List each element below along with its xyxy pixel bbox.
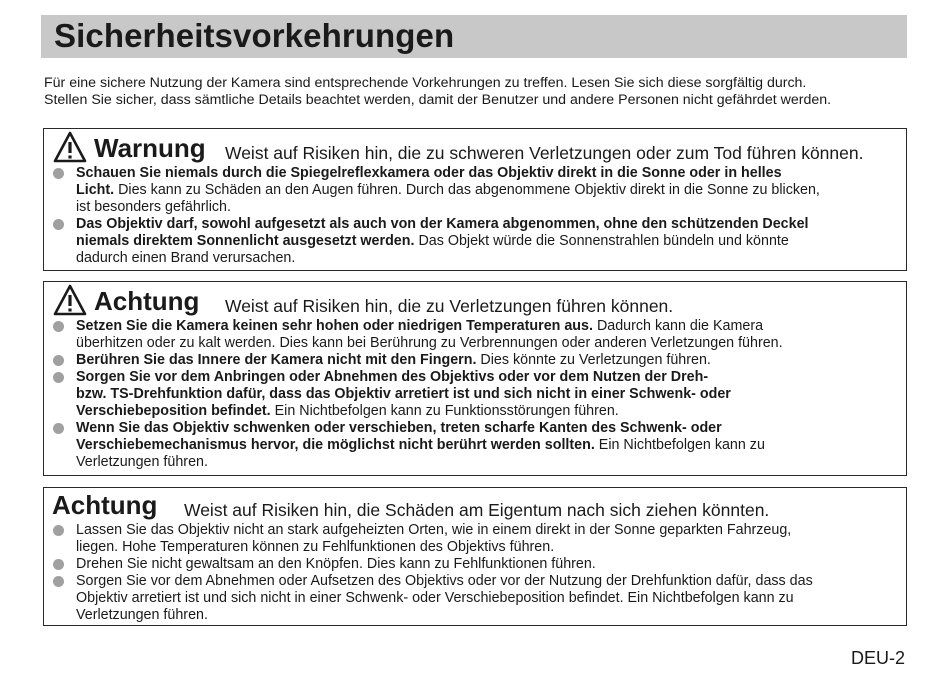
item-text: Verletzungen führen.	[76, 607, 208, 623]
item-line	[76, 420, 906, 437]
warning-box	[43, 128, 907, 271]
warning-list	[44, 165, 906, 267]
warning-keyword: Warnung	[94, 133, 206, 163]
bullet-icon	[53, 372, 64, 383]
bullet-icon	[53, 321, 64, 332]
caution-injury-box	[43, 281, 907, 476]
item-line	[76, 216, 906, 233]
item-line	[76, 165, 906, 182]
page-number: DEU-2	[850, 648, 905, 668]
caution-injury-keyword: Achtung	[94, 286, 200, 316]
item-text: ist besonders gefährlich.	[76, 199, 231, 215]
warning-triangle-icon	[53, 131, 87, 163]
list-item	[44, 216, 906, 267]
item-line	[76, 573, 906, 590]
list-item	[44, 318, 906, 352]
item-line	[76, 556, 906, 573]
bullet-icon	[53, 355, 64, 366]
item-text: Objektiv arretiert ist und sich nicht in einer Schwenk- oder Verschiebeposition befindet. Ein Nichtbefolgen kann zu	[76, 590, 794, 606]
caution-injury-list	[44, 318, 906, 471]
item-emphasis: Verschiebeposition befindet.	[76, 403, 271, 419]
item-line	[76, 437, 906, 454]
item-text: Lassen Sie das Objektiv nicht an stark aufgeheizten Orten, wie in einem direkt in der Sonne geparkten Fahrzeug,	[76, 522, 792, 538]
list-item	[44, 165, 906, 216]
item-text: überhitzen oder zu kalt werden. Dies kann bei Berührung zu Verbrennungen oder anderen Verletzungen führen.	[76, 335, 783, 351]
bullet-icon	[53, 168, 64, 179]
item-line	[76, 590, 906, 607]
bullet-icon	[53, 219, 64, 230]
list-item	[44, 352, 906, 369]
item-line	[76, 352, 906, 369]
intro-line: Für eine sichere Nutzung der Kamera sind entsprechende Vorkehrungen zu treffen. Lesen Sie sich diese sorgfältig durch.	[44, 75, 807, 91]
list-item	[44, 420, 906, 471]
caution-property-header	[44, 488, 906, 522]
item-text: Drehen Sie nicht gewaltsam an den Knöpfen. Dies kann zu Fehlfunktionen führen.	[76, 556, 596, 572]
list-item	[44, 573, 906, 624]
bullet-icon	[53, 525, 64, 536]
item-text: Ein Nichtbefolgen kann zu	[594, 437, 765, 453]
item-text: Verletzungen führen.	[76, 454, 208, 470]
warning-header	[44, 129, 906, 165]
list-item	[44, 556, 906, 573]
intro-text	[44, 75, 914, 109]
item-line	[76, 233, 906, 250]
item-text: liegen. Hohe Temperaturen können zu Fehlfunktionen des Objektivs führen.	[76, 539, 555, 555]
item-line	[76, 182, 906, 199]
page-title: Sicherheitsvorkehrungen	[54, 17, 455, 54]
list-item	[44, 369, 906, 420]
item-text: Dadurch kann die Kamera	[592, 318, 764, 334]
item-emphasis: Verschiebemechanismus hervor, die möglichst nicht berührt werden sollten.	[76, 437, 595, 453]
item-emphasis: niemals direktem Sonnenlicht ausgesetzt werden.	[76, 233, 415, 249]
warning-triangle-icon	[53, 284, 87, 316]
caution-injury-header	[44, 282, 906, 318]
item-text: Ein Nichtbefolgen kann zu Funktionsstörungen führen.	[270, 403, 619, 419]
caution-property-list	[44, 522, 906, 624]
item-line	[76, 386, 906, 403]
item-line	[76, 539, 906, 556]
item-text: dadurch einen Brand verursachen.	[76, 250, 296, 266]
item-line	[76, 335, 906, 352]
item-line	[76, 403, 906, 420]
item-emphasis: Berühren Sie das Innere der Kamera nicht mit den Fingern.	[76, 352, 477, 368]
item-emphasis: Setzen Sie die Kamera keinen sehr hohen oder niedrigen Temperaturen aus.	[76, 318, 593, 334]
item-line	[76, 369, 906, 386]
intro-line: Stellen Sie sicher, dass sämtliche Details beachtet werden, damit der Benutzer und andere Personen nicht gefährdet werden.	[44, 92, 832, 108]
item-line	[76, 522, 906, 539]
bullet-icon	[53, 423, 64, 434]
caution-injury-description: Weist auf Risiken hin, die zu Verletzungen führen können.	[225, 296, 674, 316]
item-emphasis: Wenn Sie das Objektiv schwenken oder verschieben, treten scharfe Kanten des Schwenk- oder	[76, 420, 722, 436]
item-line	[76, 199, 906, 216]
caution-property-keyword: Achtung	[52, 490, 158, 520]
caution-property-description: Weist auf Risiken hin, die Schäden am Eigentum nach sich ziehen könnten.	[184, 500, 770, 520]
item-emphasis: Sorgen Sie vor dem Anbringen oder Abnehmen des Objektivs oder vor dem Nutzen der Dreh-	[76, 369, 709, 385]
item-emphasis: Das Objektiv darf, sowohl aufgesetzt als auch von der Kamera abgenommen, ohne den schützenden Deckel	[76, 216, 809, 232]
item-line	[76, 607, 906, 624]
item-line	[76, 318, 906, 335]
bullet-icon	[53, 559, 64, 570]
list-item	[44, 522, 906, 556]
title-bar	[41, 15, 907, 58]
item-text: Dies kann zu Schäden an den Augen führen. Durch das abgenommene Objektiv direkt in die Sonne zu blicken,	[114, 182, 820, 198]
item-emphasis: Schauen Sie niemals durch die Spiegelreflexkamera oder das Objektiv direkt in die Sonne oder in helles	[76, 165, 782, 181]
item-emphasis: bzw. TS-Drehfunktion dafür, dass das Objektiv arretiert ist und sich nicht in einer Schwenk- oder	[76, 386, 731, 402]
item-line	[76, 454, 906, 471]
item-text: Sorgen Sie vor dem Abnehmen oder Aufsetzen des Objektivs oder vor der Nutzung der Drehfunktion dafür, dass das	[76, 573, 813, 589]
caution-property-box	[43, 487, 907, 626]
item-text: Das Objekt würde die Sonnenstrahlen bündeln und könnte	[414, 233, 789, 249]
item-line	[76, 250, 906, 267]
item-text: Dies könnte zu Verletzungen führen.	[476, 352, 711, 368]
bullet-icon	[53, 576, 64, 587]
warning-description: Weist auf Risiken hin, die zu schweren Verletzungen oder zum Tod führen können.	[225, 143, 864, 163]
item-emphasis: Licht.	[76, 182, 115, 198]
